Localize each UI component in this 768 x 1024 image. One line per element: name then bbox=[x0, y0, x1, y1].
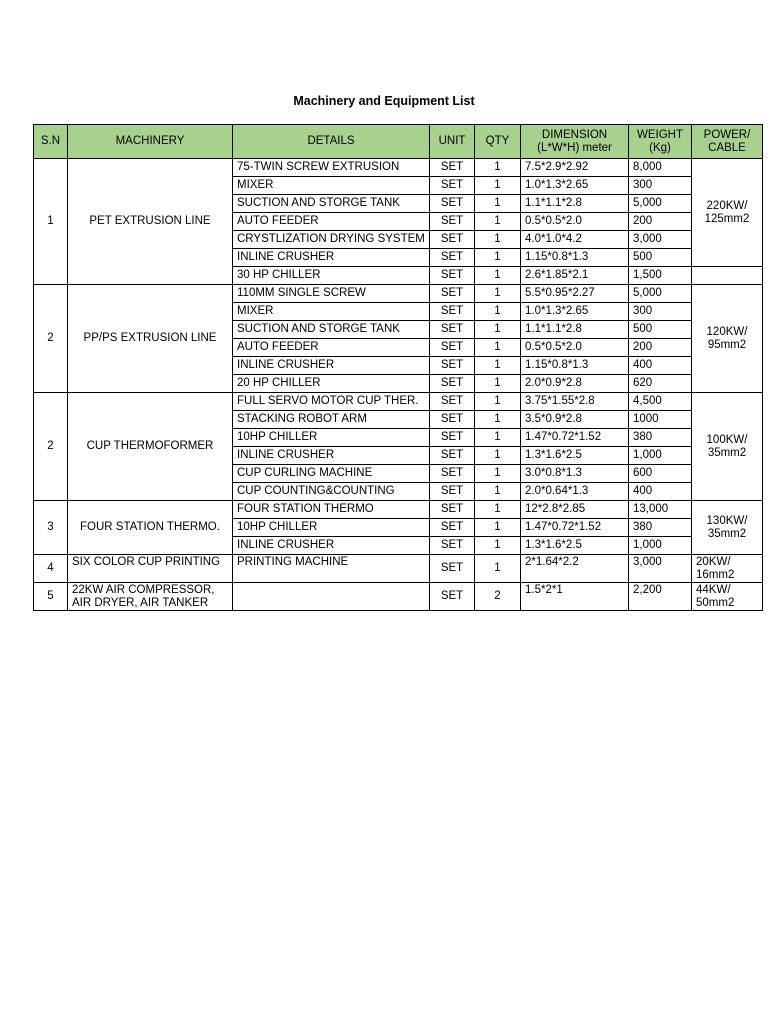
unit-cell: SET bbox=[430, 537, 475, 555]
details-cell: PRINTING MACHINE bbox=[233, 555, 430, 583]
power-cell-line1: 120KW/ bbox=[706, 325, 748, 338]
power-cell bbox=[692, 285, 763, 393]
power-cell-line1: 130KW/ bbox=[706, 514, 748, 527]
unit-cell: SET bbox=[430, 285, 475, 303]
unit-cell: SET bbox=[430, 321, 475, 339]
details-cell: INLINE CRUSHER bbox=[233, 357, 430, 375]
dimension-cell: 1.15*0.8*1.3 bbox=[521, 357, 629, 375]
unit-cell: SET bbox=[430, 357, 475, 375]
header-power-line1: POWER/ bbox=[703, 128, 751, 141]
header-dimension-line1: DIMENSION bbox=[541, 128, 608, 141]
dimension-cell: 0.5*0.5*2.0 bbox=[521, 339, 629, 357]
power-cell bbox=[692, 555, 763, 583]
dimension-cell: 1.15*0.8*1.3 bbox=[521, 249, 629, 267]
unit-cell: SET bbox=[430, 411, 475, 429]
details-cell: CUP CURLING MACHINE bbox=[233, 465, 430, 483]
power-cell-empty bbox=[692, 267, 763, 285]
machinery-cell-line1: SIX COLOR CUP PRINTING bbox=[72, 556, 221, 568]
table-row bbox=[34, 555, 763, 583]
details-cell: 75-TWIN SCREW EXTRUSION bbox=[233, 159, 430, 177]
weight-cell: 300 bbox=[629, 303, 692, 321]
header-details: DETAILS bbox=[233, 125, 430, 159]
weight-cell: 3,000 bbox=[629, 231, 692, 249]
qty-cell: 1 bbox=[475, 375, 521, 393]
header-power-line2: CABLE bbox=[708, 141, 746, 154]
machinery-cell: CUP THERMOFORMER bbox=[68, 393, 233, 501]
weight-cell: 8,000 bbox=[629, 159, 692, 177]
weight-cell: 4,500 bbox=[629, 393, 692, 411]
details-cell: FULL SERVO MOTOR CUP THER. bbox=[233, 393, 430, 411]
unit-cell: SET bbox=[430, 303, 475, 321]
machinery-cell: FOUR STATION THERMO. bbox=[68, 501, 233, 555]
table-row bbox=[34, 159, 763, 177]
qty-cell: 1 bbox=[475, 213, 521, 231]
dimension-cell: 3.5*0.9*2.8 bbox=[521, 411, 629, 429]
machinery-cell-line2: AIR DRYER, AIR TANKER bbox=[72, 597, 209, 609]
header-machinery: MACHINERY bbox=[68, 125, 233, 159]
weight-cell: 5,000 bbox=[629, 285, 692, 303]
dimension-cell: 2*1.64*2.2 bbox=[521, 555, 629, 583]
dimension-cell: 4.0*1.0*4.2 bbox=[521, 231, 629, 249]
power-cell-line2: 35mm2 bbox=[707, 446, 747, 459]
details-cell: SUCTION AND STORGE TANK bbox=[233, 195, 430, 213]
weight-cell: 500 bbox=[629, 249, 692, 267]
dimension-cell: 3.75*1.55*2.8 bbox=[521, 393, 629, 411]
details-cell: CUP COUNTING&COUNTING bbox=[233, 483, 430, 501]
header-dimension bbox=[521, 125, 629, 159]
details-cell: CRYSTLIZATION DRYING SYSTEM bbox=[233, 231, 430, 249]
details-cell: MIXER bbox=[233, 303, 430, 321]
sn-cell: 2 bbox=[34, 285, 68, 393]
unit-cell: SET bbox=[430, 213, 475, 231]
weight-cell: 300 bbox=[629, 177, 692, 195]
header-dimension-line2: (L*W*H) meter bbox=[537, 141, 612, 154]
details-cell: 30 HP CHILLER bbox=[233, 267, 430, 285]
weight-cell: 3,000 bbox=[629, 555, 692, 583]
sn-cell: 2 bbox=[34, 393, 68, 501]
sn-cell: 1 bbox=[34, 159, 68, 285]
details-cell: 110MM SINGLE SCREW bbox=[233, 285, 430, 303]
machinery-cell-line1: 22KW AIR COMPRESSOR, bbox=[72, 584, 215, 596]
weight-cell: 400 bbox=[629, 483, 692, 501]
sn-cell: 5 bbox=[34, 583, 68, 611]
details-cell: INLINE CRUSHER bbox=[233, 249, 430, 267]
header-row bbox=[34, 125, 763, 159]
qty-cell: 1 bbox=[475, 465, 521, 483]
machinery-cell bbox=[68, 555, 233, 583]
unit-cell: SET bbox=[430, 375, 475, 393]
unit-cell: SET bbox=[430, 159, 475, 177]
details-cell: 10HP CHILLER bbox=[233, 429, 430, 447]
power-cell-line1: 100KW/ bbox=[706, 433, 748, 446]
power-cell-line2: 95mm2 bbox=[707, 338, 747, 351]
unit-cell: SET bbox=[430, 231, 475, 249]
table-row bbox=[34, 393, 763, 411]
qty-cell: 1 bbox=[475, 537, 521, 555]
power-cell bbox=[692, 501, 763, 555]
weight-cell: 380 bbox=[629, 429, 692, 447]
qty-cell: 1 bbox=[475, 195, 521, 213]
dimension-cell: 2.6*1.85*2.1 bbox=[521, 267, 629, 285]
weight-cell: 1,000 bbox=[629, 537, 692, 555]
details-cell: MIXER bbox=[233, 177, 430, 195]
dimension-cell: 1.3*1.6*2.5 bbox=[521, 537, 629, 555]
unit-cell: SET bbox=[430, 249, 475, 267]
qty-cell: 1 bbox=[475, 303, 521, 321]
details-cell: SUCTION AND STORGE TANK bbox=[233, 321, 430, 339]
unit-cell: SET bbox=[430, 501, 475, 519]
unit-cell: SET bbox=[430, 393, 475, 411]
details-cell: 10HP CHILLER bbox=[233, 519, 430, 537]
header-weight-line1: WEIGHT bbox=[637, 128, 683, 141]
unit-cell: SET bbox=[430, 465, 475, 483]
dimension-cell: 1.47*0.72*1.52 bbox=[521, 429, 629, 447]
weight-cell: 1,500 bbox=[629, 267, 692, 285]
qty-cell: 1 bbox=[475, 555, 521, 583]
power-cell-line2: 50mm2 bbox=[696, 597, 735, 609]
unit-cell: SET bbox=[430, 429, 475, 447]
machinery-cell: PP/PS EXTRUSION LINE bbox=[68, 285, 233, 393]
dimension-cell: 7.5*2.9*2.92 bbox=[521, 159, 629, 177]
details-cell: 20 HP CHILLER bbox=[233, 375, 430, 393]
power-cell-line1: 20KW/ bbox=[696, 556, 731, 568]
dimension-cell: 1.3*1.6*2.5 bbox=[521, 447, 629, 465]
weight-cell: 2,200 bbox=[629, 583, 692, 611]
weight-cell: 200 bbox=[629, 213, 692, 231]
header-unit: UNIT bbox=[430, 125, 475, 159]
qty-cell: 1 bbox=[475, 447, 521, 465]
table-row bbox=[34, 583, 763, 611]
power-cell bbox=[692, 393, 763, 501]
power-cell-line2: 125mm2 bbox=[704, 212, 750, 225]
power-cell bbox=[692, 583, 763, 611]
weight-cell: 1,000 bbox=[629, 447, 692, 465]
qty-cell: 1 bbox=[475, 249, 521, 267]
dimension-cell: 1.0*1.3*2.65 bbox=[521, 303, 629, 321]
dimension-cell: 1.1*1.1*2.8 bbox=[521, 195, 629, 213]
qty-cell: 1 bbox=[475, 267, 521, 285]
weight-cell: 5,000 bbox=[629, 195, 692, 213]
unit-cell: SET bbox=[430, 447, 475, 465]
unit-cell: SET bbox=[430, 177, 475, 195]
unit-cell: SET bbox=[430, 267, 475, 285]
qty-cell: 1 bbox=[475, 159, 521, 177]
dimension-cell: 3.0*0.8*1.3 bbox=[521, 465, 629, 483]
unit-cell: SET bbox=[430, 555, 475, 583]
qty-cell: 1 bbox=[475, 339, 521, 357]
dimension-cell: 1.0*1.3*2.65 bbox=[521, 177, 629, 195]
dimension-cell: 1.1*1.1*2.8 bbox=[521, 321, 629, 339]
details-cell: INLINE CRUSHER bbox=[233, 537, 430, 555]
header-weight-line2: (Kg) bbox=[649, 141, 671, 154]
qty-cell: 1 bbox=[475, 321, 521, 339]
details-cell bbox=[233, 583, 430, 611]
dimension-cell: 1.5*2*1 bbox=[521, 583, 629, 611]
details-cell: AUTO FEEDER bbox=[233, 213, 430, 231]
machinery-cell: PET EXTRUSION LINE bbox=[68, 159, 233, 285]
header-weight bbox=[629, 125, 692, 159]
qty-cell: 1 bbox=[475, 519, 521, 537]
qty-cell: 1 bbox=[475, 357, 521, 375]
qty-cell: 1 bbox=[475, 177, 521, 195]
dimension-cell: 2.0*0.64*1.3 bbox=[521, 483, 629, 501]
unit-cell: SET bbox=[430, 483, 475, 501]
unit-cell: SET bbox=[430, 583, 475, 611]
machinery-cell bbox=[68, 583, 233, 611]
qty-cell: 2 bbox=[475, 583, 521, 611]
qty-cell: 1 bbox=[475, 429, 521, 447]
weight-cell: 1000 bbox=[629, 411, 692, 429]
power-cell-line2: 16mm2 bbox=[696, 569, 735, 581]
weight-cell: 400 bbox=[629, 357, 692, 375]
qty-cell: 1 bbox=[475, 231, 521, 249]
sn-cell: 4 bbox=[34, 555, 68, 583]
details-cell: INLINE CRUSHER bbox=[233, 447, 430, 465]
dimension-cell: 0.5*0.5*2.0 bbox=[521, 213, 629, 231]
power-cell-line1: 220KW/ bbox=[706, 199, 748, 212]
qty-cell: 1 bbox=[475, 483, 521, 501]
weight-cell: 600 bbox=[629, 465, 692, 483]
qty-cell: 1 bbox=[475, 393, 521, 411]
unit-cell: SET bbox=[430, 339, 475, 357]
header-sn: S.N bbox=[34, 125, 68, 159]
dimension-cell: 12*2.8*2.85 bbox=[521, 501, 629, 519]
weight-cell: 500 bbox=[629, 321, 692, 339]
weight-cell: 200 bbox=[629, 339, 692, 357]
details-cell: FOUR STATION THERMO bbox=[233, 501, 430, 519]
weight-cell: 620 bbox=[629, 375, 692, 393]
qty-cell: 1 bbox=[475, 285, 521, 303]
weight-cell: 380 bbox=[629, 519, 692, 537]
header-qty: QTY bbox=[475, 125, 521, 159]
table-row bbox=[34, 285, 763, 303]
qty-cell: 1 bbox=[475, 411, 521, 429]
dimension-cell: 1.47*0.72*1.52 bbox=[521, 519, 629, 537]
power-cell-line2: 35mm2 bbox=[707, 527, 747, 540]
details-cell: STACKING ROBOT ARM bbox=[233, 411, 430, 429]
unit-cell: SET bbox=[430, 519, 475, 537]
table-row bbox=[34, 501, 763, 519]
power-cell bbox=[692, 159, 763, 267]
dimension-cell: 5.5*0.95*2.27 bbox=[521, 285, 629, 303]
header-power bbox=[692, 125, 763, 159]
details-cell: AUTO FEEDER bbox=[233, 339, 430, 357]
sn-cell: 3 bbox=[34, 501, 68, 555]
unit-cell: SET bbox=[430, 195, 475, 213]
equipment-table bbox=[33, 124, 763, 611]
weight-cell: 13,000 bbox=[629, 501, 692, 519]
qty-cell: 1 bbox=[475, 501, 521, 519]
power-cell-line1: 44KW/ bbox=[696, 584, 731, 596]
dimension-cell: 2.0*0.9*2.8 bbox=[521, 375, 629, 393]
page-title: Machinery and Equipment List bbox=[293, 94, 475, 108]
